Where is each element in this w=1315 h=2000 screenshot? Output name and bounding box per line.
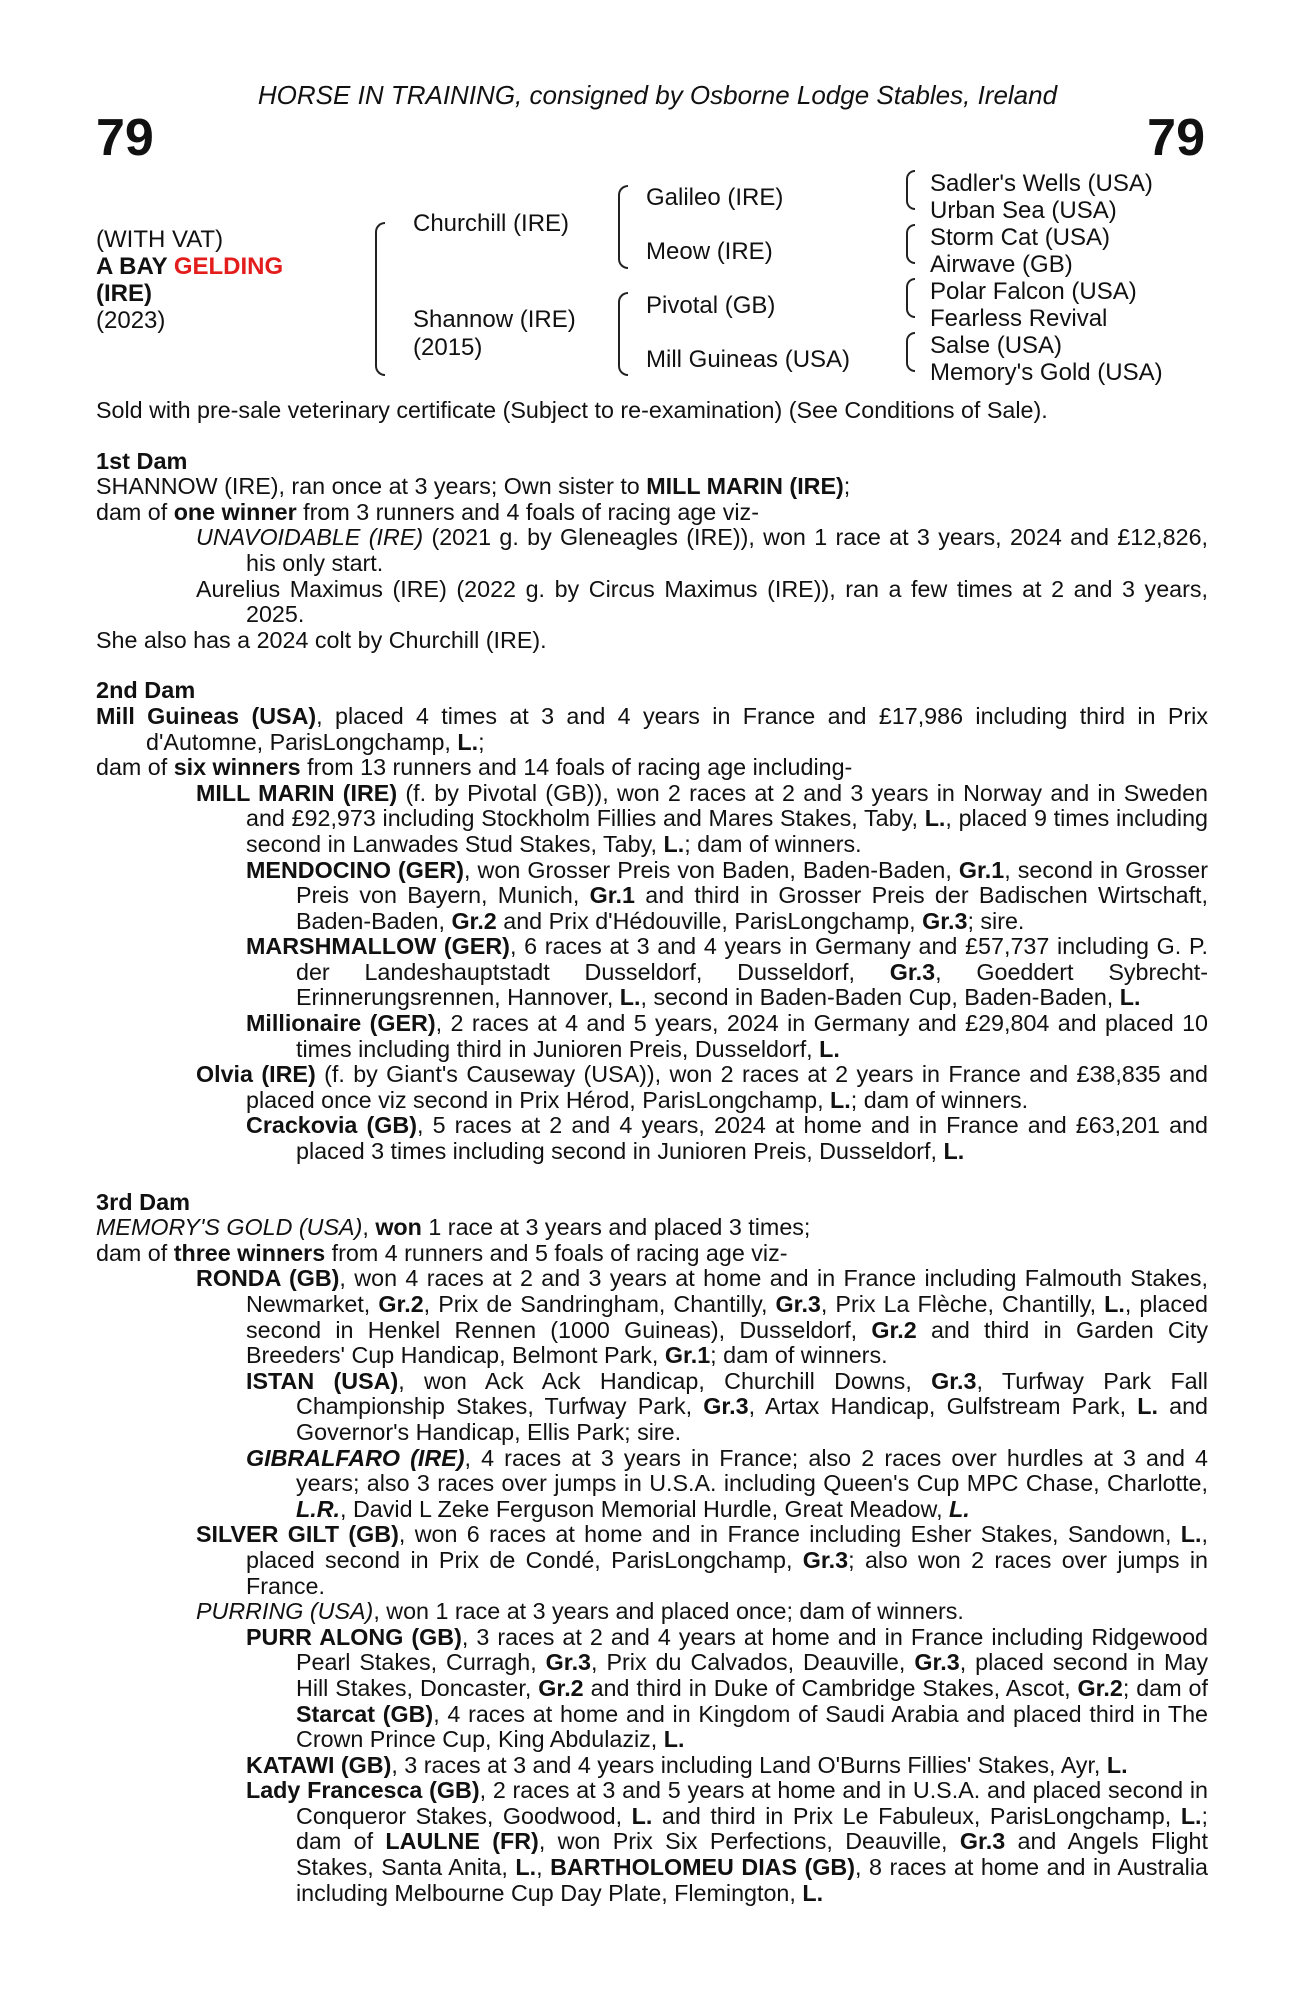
race-grade: L. xyxy=(830,1086,851,1113)
horse-name: MEMORY'S GOLD (USA) xyxy=(96,1214,363,1241)
race-grade: L. xyxy=(924,805,946,832)
horse-origin: (IRE) xyxy=(96,280,152,307)
race-grade: L. xyxy=(1119,984,1141,1011)
text: , Turfway Park Fall Championship Stakes, Turfway Park, xyxy=(296,1367,1208,1420)
text: and Prix d'Hédouville, ParisLongchamp, xyxy=(496,907,923,934)
race-grade: Gr.2 xyxy=(451,907,497,934)
pedigree-brace-2a xyxy=(618,185,628,269)
horse-name: Starcat (GB) xyxy=(296,1700,434,1727)
race-grade: L. xyxy=(457,728,479,755)
produce-entry xyxy=(96,1011,1208,1062)
text: , placed second in May Hill Stakes, Doncaster, xyxy=(296,1649,1209,1701)
produce-entry xyxy=(96,1522,1208,1599)
horse-name: SILVER GILT (GB) xyxy=(196,1521,399,1548)
race-grade: Gr.2 xyxy=(1077,1674,1123,1701)
text: ; dam of winners. xyxy=(710,1342,888,1369)
pedigree-dsd: Fearless Revival xyxy=(930,305,1108,332)
pedigree-dam: Shannow (IRE) xyxy=(413,306,576,333)
horse-name: PURRING (USA) xyxy=(196,1598,374,1625)
pedigree-brace-3a xyxy=(906,170,915,210)
text: and third in Prix Le Fabuleux, ParisLongchamp, xyxy=(652,1802,1181,1829)
text: and Governor's Handicap, Ellis Park; sire. xyxy=(296,1393,1208,1445)
produce-entry xyxy=(96,1266,1208,1368)
conditions-note: Sold with pre-sale veterinary certificate (Subject to re-examination) (See Conditions of Sale). xyxy=(96,397,1048,423)
race-grade: L. xyxy=(819,1035,840,1062)
pedigree-sss: Sadler's Wells (USA) xyxy=(930,170,1153,197)
second-dam-produce-summary xyxy=(96,755,1208,781)
text: , Prix du Calvados, Deauville, xyxy=(591,1649,915,1676)
race-grade: Gr.3 xyxy=(802,1546,849,1573)
produce-entry: Aurelius Maximus (IRE) (2022 g. by Circus Maximus (IRE)), ran a few times at 2 and 3 years, 2025. xyxy=(196,575,1208,628)
produce-entry xyxy=(96,1062,1208,1113)
text: and third in Duke of Cambridge Stakes, Ascot, xyxy=(583,1674,1078,1701)
horse-name: Olvia (IRE) xyxy=(196,1061,316,1088)
race-grade: Gr.2 xyxy=(378,1291,424,1317)
text: , xyxy=(536,1854,551,1881)
text: won xyxy=(375,1214,422,1241)
first-dam-line xyxy=(96,474,1208,500)
text: 1 race at 3 years and placed 3 times; xyxy=(421,1214,811,1241)
race-grade: Gr.3 xyxy=(922,907,968,934)
horse-name: RONDA (GB) xyxy=(196,1265,340,1292)
text: , placed second in Prix de Condé, ParisLongchamp, xyxy=(246,1521,1208,1573)
second-dam-line xyxy=(96,704,1208,755)
horse-name: MARSHMALLOW (GER) xyxy=(246,933,510,960)
text: , 3 races at 3 and 4 years including Land O'Burns Fillies' Stakes, Ayr, xyxy=(391,1751,1107,1778)
third-dam-produce-summary xyxy=(96,1241,1208,1267)
horse-name: Lady Francesca (GB) xyxy=(246,1777,480,1804)
text: and third in Garden City Breeders' Cup Handicap, Belmont Park, xyxy=(246,1316,1208,1369)
winner-count: one winner xyxy=(173,498,297,525)
produce-entry xyxy=(96,781,1208,858)
race-grade: L.R. xyxy=(296,1495,341,1522)
text: , 4 races at 3 years in France; also 2 races over hurdles at 3 and 4 years; also 3 races over jumps in U.S.A. including Queen's Cup MPC Chase, Charlotte, xyxy=(296,1444,1208,1497)
text: from 4 runners and 5 foals of racing age viz- xyxy=(325,1239,788,1266)
race-grade: L. xyxy=(663,1726,685,1753)
horse-name: ISTAN (USA) xyxy=(246,1367,399,1394)
race-grade: L. xyxy=(802,1879,824,1906)
pedigree-brace-3d xyxy=(906,332,915,372)
race-grade: L. xyxy=(619,984,641,1011)
race-grade: L. xyxy=(631,1802,653,1829)
horse-name: PURR ALONG (GB) xyxy=(246,1623,462,1650)
pedigree-dd: Mill Guineas (USA) xyxy=(646,346,851,373)
race-grade: L. xyxy=(515,1854,537,1881)
race-grade: Gr.1 xyxy=(958,856,1005,883)
race-grade: L. xyxy=(943,1138,965,1165)
text: , 4 races at home and in Kingdom of Saudi Arabia and placed third in The Crown Prince Cup, King Abdulaziz, xyxy=(296,1700,1208,1753)
pedigree-brace-1 xyxy=(375,222,385,376)
race-grade: Gr.1 xyxy=(589,882,635,909)
text: , Prix de Sandringham, Chantilly, xyxy=(423,1291,776,1317)
text: ; dam of xyxy=(1122,1674,1208,1701)
race-grade: Gr.3 xyxy=(914,1649,960,1676)
pedigree-dss: Polar Falcon (USA) xyxy=(930,278,1137,305)
horse-name: Mill Guineas (USA) xyxy=(96,702,317,729)
produce-entry xyxy=(96,525,1208,576)
text: from 13 runners and 14 foals of racing age including- xyxy=(300,754,853,781)
text: , David L Zeke Ferguson Memorial Hurdle, Great Meadow, xyxy=(340,1495,950,1522)
winner-count: three winners xyxy=(173,1239,326,1266)
pedigree-sdd: Airwave (GB) xyxy=(930,251,1073,278)
text: , won Grosser Preis von Baden, Baden-Baden, xyxy=(464,856,959,883)
lot-number-right: 79 xyxy=(1147,109,1205,167)
horse-desc-prefix: A BAY xyxy=(96,253,174,280)
pedigree-ddd: Memory's Gold (USA) xyxy=(930,359,1163,386)
text: , placed second in Henkel Rennen (1000 Guineas), Dusseldorf, xyxy=(246,1291,1208,1343)
produce-entry xyxy=(96,1599,1208,1625)
race-grade: Gr.3 xyxy=(545,1649,592,1676)
horse-name: MENDOCINO (GER) xyxy=(246,856,465,883)
text: , won 4 races at 2 and 3 years at home and in France including Falmouth Stakes, Newmarket, xyxy=(246,1265,1209,1317)
race-grade: Gr.3 xyxy=(775,1291,821,1317)
horse-name: Crackovia (GB) xyxy=(246,1112,417,1139)
text: , second in Grosser Preis von Bayern, Munich, xyxy=(296,856,1208,909)
produce-entry xyxy=(96,1446,1208,1523)
pedigree-brace-3c xyxy=(906,278,915,318)
race-grade: L. xyxy=(1180,1802,1202,1829)
text: , 6 races at 3 and 4 years in Germany and £57,737 including G. P. der Landeshauptstadt Dusseldorf, Dusseldorf, xyxy=(296,933,1208,985)
text: (f. by Giant's Causeway (USA)), won 2 races at 2 years in France and £38,835 and placed once viz second in Prix Hérod, ParisLongchamp, xyxy=(246,1061,1208,1113)
pedigree-ss: Galileo (IRE) xyxy=(646,184,784,211)
horse-name: LAULNE (FR) xyxy=(385,1828,539,1855)
horse-name: GIBRALFARO (IRE) xyxy=(246,1444,465,1471)
pedigree-brace-2b xyxy=(618,292,628,376)
page-header: HORSE IN TRAINING, consigned by Osborne Lodge Stables, Ireland xyxy=(257,80,1058,110)
produce-note: She also has a 2024 colt by Churchill (IRE). xyxy=(96,626,547,653)
text: , placed 4 times at 3 and 4 years in France and £17,986 including third in Prix d'Automne, ParisLongchamp, xyxy=(146,702,1208,755)
text: , xyxy=(362,1214,376,1241)
produce-entry xyxy=(96,1753,1208,1779)
text: , Goeddert Sybrecht-Erinnerungsrennen, Hannover, xyxy=(296,958,1209,1011)
produce-entry xyxy=(96,1778,1208,1906)
text: (f. by Pivotal (GB)), won 2 races at 2 and 3 years in Norway and in Sweden and £92,973 including Stockholm Fillies and Mares Stakes, Taby, xyxy=(246,779,1208,832)
text: , second in Baden-Baden Cup, Baden-Baden, xyxy=(640,984,1120,1011)
horse-name: Millionaire (GER) xyxy=(246,1010,436,1037)
text: SHANNOW (IRE), ran once at 3 years; Own sister to xyxy=(96,473,647,500)
text: , placed 9 times including second in Lanwades Stud Stakes, Taby, xyxy=(246,805,1209,857)
text: , 8 races at home and in Australia including Melbourne Cup Day Plate, Flemington, xyxy=(296,1854,1208,1906)
text: , 3 races at 2 and 4 years at home and in France including Ridgewood Pearl Stakes, Curragh, xyxy=(296,1623,1208,1676)
produce-entry xyxy=(96,858,1208,935)
horse-year: (2023) xyxy=(96,307,166,334)
text: dam of xyxy=(96,498,174,525)
text: from 3 runners and 4 foals of racing age viz- xyxy=(296,498,759,525)
pedigree-ssd: Urban Sea (USA) xyxy=(930,197,1117,224)
pedigree-sd: Meow (IRE) xyxy=(646,238,773,265)
produce-entry xyxy=(96,1625,1208,1753)
text: , 5 races at 2 and 4 years, 2024 at home and in France and £63,201 and placed 3 times including second in Junioren Preis, Dusseldorf, xyxy=(296,1112,1209,1165)
text: (2021 g. by Gleneagles (IRE)), won 1 race at 3 years, 2024 and £12,826, his only start. xyxy=(246,524,1208,576)
horse-name: UNAVOIDABLE (IRE) xyxy=(196,524,424,551)
race-grade: L. xyxy=(949,1495,970,1522)
race-grade: Gr.3 xyxy=(959,1828,1006,1855)
race-grade: L. xyxy=(1137,1393,1158,1420)
text: , 2 races at 3 and 5 years at home and in U.S.A. and placed second in Conqueror Stakes, Goodwood, xyxy=(296,1777,1208,1829)
catalogue-body xyxy=(96,398,1208,1906)
race-grade: L. xyxy=(663,830,685,857)
text: ; sire. xyxy=(967,907,1025,934)
horse-name: BARTHOLOMEU DIAS (GB) xyxy=(550,1854,855,1881)
text: , 2 races at 4 and 5 years, 2024 in Germany and £29,804 and placed 10 times including third in Junioren Preis, Dusseldorf, xyxy=(296,1010,1209,1062)
text: and third in Grosser Preis der Badischen Wirtschaft, Baden-Baden, xyxy=(296,882,1208,934)
first-dam-heading: 1st Dam xyxy=(96,447,188,474)
horse-description xyxy=(96,226,283,334)
text: , won 6 races at home and in France including Esher Stakes, Sandown, xyxy=(398,1521,1181,1548)
race-grade: L. xyxy=(1180,1521,1202,1548)
second-dam-heading: 2nd Dam xyxy=(96,677,196,704)
text: ; also won 2 races over jumps in France. xyxy=(246,1546,1208,1599)
produce-entry xyxy=(96,1369,1208,1446)
produce-entry xyxy=(96,934,1208,1011)
horse-name: MILL MARIN (IRE) xyxy=(646,473,844,500)
text: , Prix La Flèche, Chantilly, xyxy=(820,1291,1105,1317)
text: ; dam of winners. xyxy=(684,830,862,857)
race-grade: Gr.3 xyxy=(889,958,936,985)
pedigree-sds: Storm Cat (USA) xyxy=(930,224,1111,251)
race-grade: Gr.3 xyxy=(703,1393,749,1420)
pedigree-ds: Pivotal (GB) xyxy=(646,292,776,319)
text: and Angels Flight Stakes, Santa Anita, xyxy=(296,1828,1208,1881)
text: ; dam of xyxy=(296,1802,1209,1855)
first-dam-produce-summary xyxy=(96,500,1208,526)
text: , won 1 race at 3 years and placed once; dam of winners. xyxy=(373,1598,964,1625)
pedigree-dam-year: (2015) xyxy=(413,334,483,361)
race-grade: Gr.3 xyxy=(931,1367,977,1394)
text: dam of xyxy=(96,754,174,781)
race-grade: L. xyxy=(1104,1291,1125,1317)
race-grade: Gr.2 xyxy=(871,1316,917,1343)
horse-sex-line xyxy=(96,253,283,280)
lot-number-left: 79 xyxy=(96,109,154,167)
pedigree-sire: Churchill (IRE) xyxy=(413,210,570,237)
horse-name: KATAWI (GB) xyxy=(246,1751,392,1778)
third-dam-line xyxy=(96,1215,1208,1241)
text: , won Ack Ack Handicap, Churchill Downs, xyxy=(398,1367,932,1394)
horse-name: MILL MARIN (IRE) xyxy=(196,779,398,806)
third-dam-heading: 3rd Dam xyxy=(96,1188,191,1215)
race-grade: L. xyxy=(1106,1751,1128,1778)
produce-entry xyxy=(96,1113,1208,1164)
race-grade: Gr.1 xyxy=(664,1342,711,1369)
text: , Artax Handicap, Gulfstream Park, xyxy=(748,1393,1138,1420)
race-grade: Gr.2 xyxy=(538,1674,584,1701)
horse-sex: GELDING xyxy=(173,253,284,280)
text: dam of xyxy=(96,1239,174,1266)
pedigree-brace-3b xyxy=(906,224,915,264)
winner-count: six winners xyxy=(173,754,301,781)
vat-label: (WITH VAT) xyxy=(96,226,224,253)
text: ; xyxy=(478,728,485,755)
text: , won Prix Six Perfections, Deauville, xyxy=(538,1828,960,1855)
pedigree-dds: Salse (USA) xyxy=(930,332,1063,359)
text: ; xyxy=(843,473,851,500)
text: ; dam of winners. xyxy=(850,1086,1029,1113)
